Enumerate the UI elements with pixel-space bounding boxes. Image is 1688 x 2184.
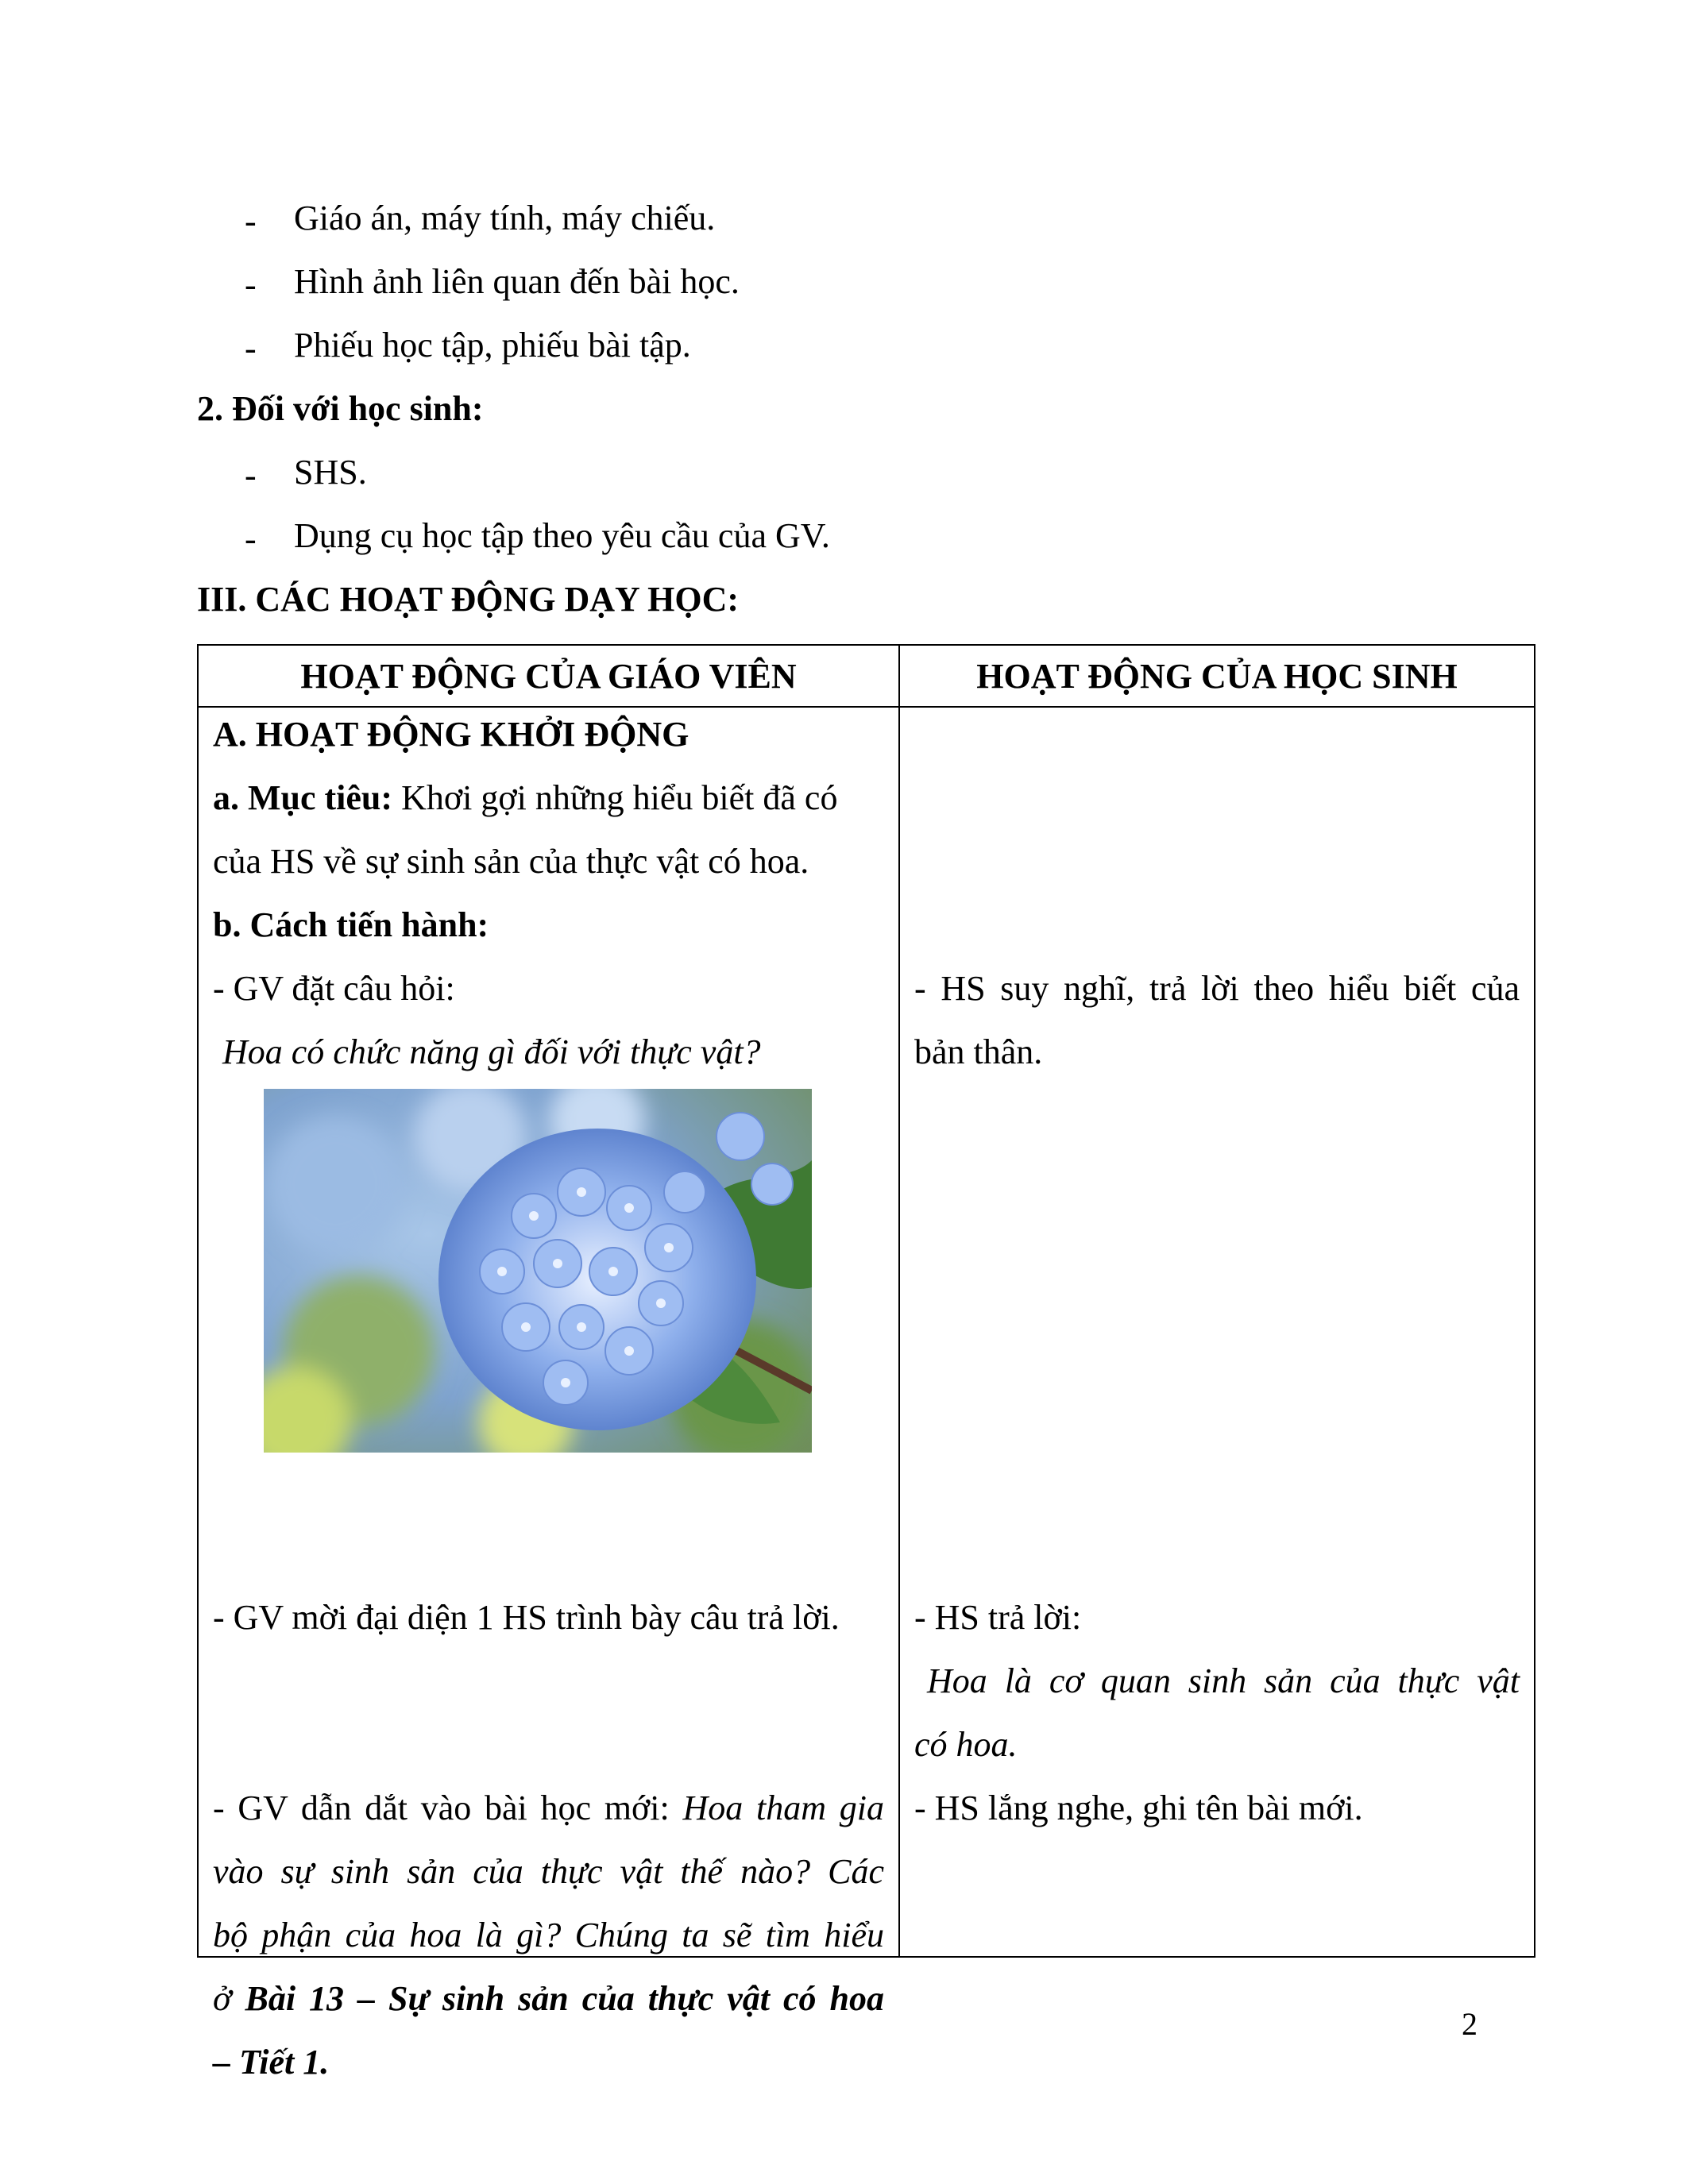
lead-text: - GV dẫn dắt vào bài học mới: (213, 1788, 683, 1827)
activities-table (197, 644, 1535, 2082)
goal-label: a. Mục tiêu: (213, 778, 393, 817)
student-cell (899, 707, 1535, 1957)
lead-line: vào sự sinh sản của thực vật thế nào? Các (213, 1852, 884, 1891)
header-teacher: HOẠT ĐỘNG CỦA GIÁO VIÊN (198, 645, 899, 707)
goal-text: Khơi gợi những hiểu biết đã có (392, 778, 838, 817)
teacher-cell (198, 707, 899, 2082)
table-row (198, 707, 1535, 1957)
table-header-row (198, 645, 1535, 707)
lead-italic: Hoa tham gia (682, 1788, 884, 1827)
student-answer-label: - HS trả lời: (914, 1598, 1082, 1637)
list-item: Phiếu học tập, phiếu bài tập. (294, 326, 691, 365)
goal-line (213, 778, 884, 817)
ask-line: - GV đặt câu hỏi: (213, 969, 455, 1008)
lesson-title: Bài 13 – Sự sinh sản của thực vật có hoa (245, 1979, 884, 2018)
list-dash: - (245, 329, 257, 368)
student-answer: Hoa là cơ quan sinh sản của thực vật (927, 1661, 1520, 1700)
student-think: - HS suy nghĩ, trả lời theo hiểu biết của (914, 969, 1520, 1008)
hydrangea-image (264, 1089, 812, 1453)
header-student: HOẠT ĐỘNG CỦA HỌC SINH (899, 645, 1535, 707)
question-text: Hoa có chức năng gì đối với thực vật? (222, 1032, 761, 1071)
lead-line: bộ phận của hoa là gì? Chúng ta sẽ tìm hiểu (213, 1916, 884, 1954)
list-dash: - (245, 519, 257, 558)
steps-label: b. Cách tiến hành: (213, 905, 489, 944)
list-item: Hình ảnh liên quan đến bài học. (294, 262, 740, 301)
list-dash: - (245, 456, 257, 495)
student-answer-cont: có hoa. (914, 1725, 1018, 1764)
lead-italic: ở (213, 1979, 245, 2018)
activity-title: A. HOẠT ĐỘNG KHỞI ĐỘNG (213, 715, 689, 754)
list-item: Dụng cụ học tập theo yêu cầu của GV. (294, 516, 830, 555)
invite-line: - GV mời đại diện 1 HS trình bày câu trả lời. (213, 1598, 840, 1637)
lead-line (213, 1788, 884, 1827)
student-think-cont: bản thân. (914, 1032, 1043, 1071)
hydrangea-illustration (264, 1089, 812, 1453)
list-dash: - (245, 202, 257, 241)
list-dash: - (245, 265, 257, 304)
students-heading: 2. Đối với học sinh: (197, 389, 484, 428)
section-heading: III. CÁC HOẠT ĐỘNG DẠY HỌC: (197, 580, 740, 619)
goal-text-cont: của HS về sự sinh sản của thực vật có hoa. (213, 842, 809, 881)
student-listen: - HS lắng nghe, ghi tên bài mới. (914, 1788, 1363, 1827)
list-item: SHS. (294, 453, 367, 492)
page-number: 2 (1462, 2006, 1477, 2042)
lesson-part: – Tiết 1. (213, 2043, 330, 2082)
list-item: Giáo án, máy tính, máy chiếu. (294, 199, 716, 237)
lead-line (213, 1981, 884, 2016)
